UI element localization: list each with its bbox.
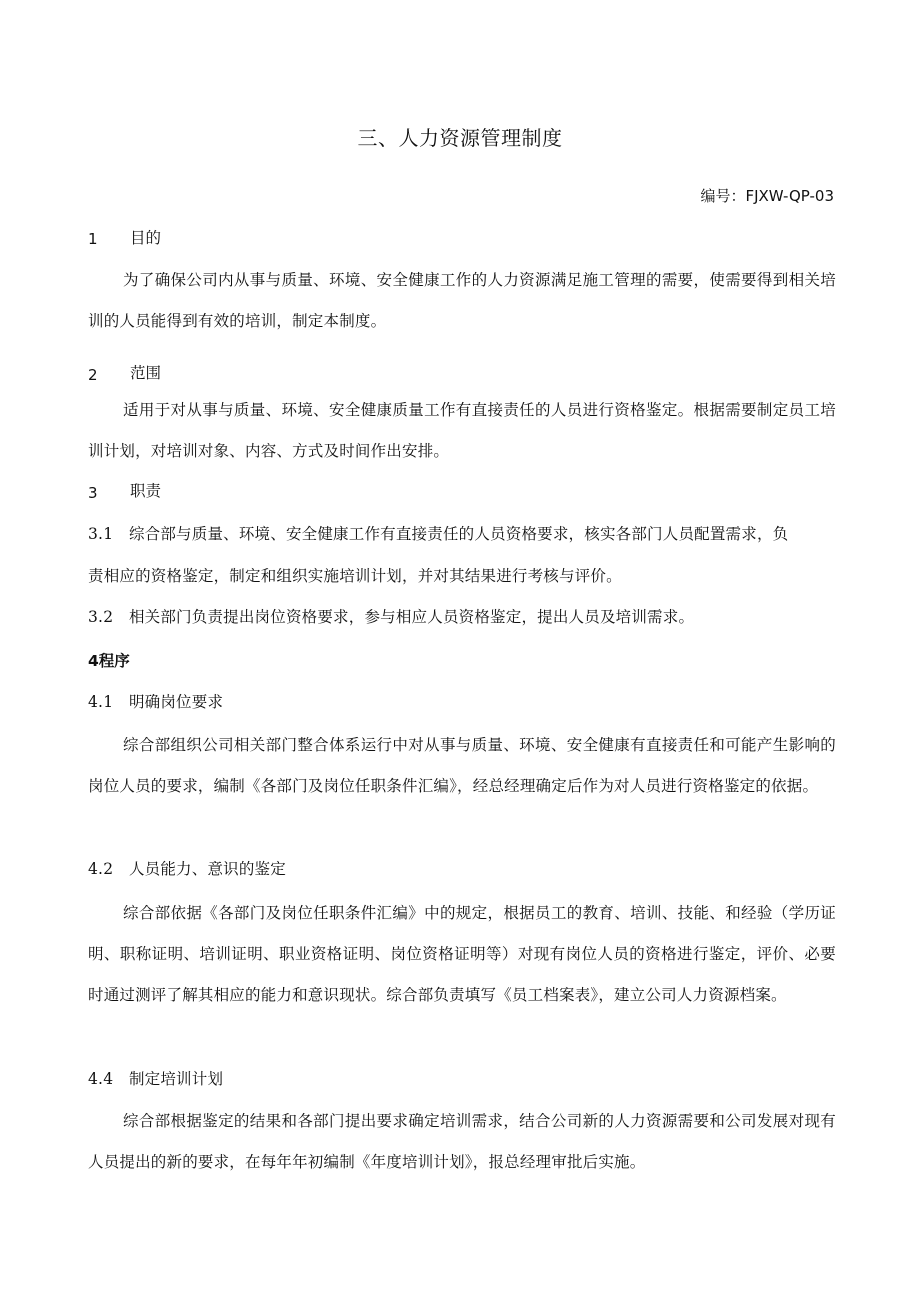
item-3-2: 3.2 相关部门负责提出岗位资格要求，参与相应人员资格鉴定，提出人员及培训需求。 — [88, 608, 695, 626]
sub-4-1-heading: 4.1 明确岗位要求 — [88, 693, 224, 711]
section-1-heading: 目的 — [130, 229, 162, 247]
sub-4-2-heading: 4.2 人员能力、意识的鉴定 — [88, 860, 286, 878]
section-4-heading: 4程序 — [88, 652, 130, 670]
sub-4-2-body: 综合部依据《各部门及岗位任职条件汇编》中的规定，根据员工的教育、培训、技能、和经验（学历证明、职称证明、培训证明、职业资格证明、岗位资格证明等）对现有岗位人员的资格进行鉴定，评价、必要时通过测评了解其相应的能力和意识现状。综合部负责填写《员工档案表》，建立公司人力资源档案。 — [88, 904, 836, 1004]
sub-4-4-body: 综合部根据鉴定的结果和各部门提出要求确定培训需求，结合公司新的人力资源需要和公司发展对现有人员提出的新的要求，在每年年初编制《年度培训计划》，报总经理审批后实施。 — [88, 1112, 836, 1171]
doc-number: 编号：FJXW-QP-03 — [700, 187, 834, 205]
section-2-body: 适用于对从事与质量、环境、安全健康质量工作有直接责任的人员进行资格鉴定。根据需要制定员工培训计划，对培训对象、内容、方式及时间作出安排。 — [88, 401, 836, 460]
section-1-body: 为了确保公司内从事与质量、环境、安全健康工作的人力资源满足施工管理的需要，使需要得到相关培训的人员能得到有效的培训，制定本制度。 — [88, 271, 836, 330]
page-title: 三、人力资源管理制度 — [357, 126, 563, 150]
section-2-heading: 范围 — [130, 364, 162, 382]
section-3-number: 3 — [88, 484, 98, 502]
item-3-1-line-2: 责相应的资格鉴定，制定和组织实施培训计划，并对其结果进行考核与评价。 — [88, 567, 622, 585]
section-3-heading: 职责 — [130, 482, 162, 500]
section-2-number: 2 — [88, 366, 98, 384]
section-1-number: 1 — [88, 230, 98, 248]
item-3-1-line-1: 3.1 综合部与质量、环境、安全健康工作有直接责任的人员资格要求，核实各部门人员配置需求，负 — [88, 525, 789, 543]
sub-4-4-heading: 4.4 制定培训计划 — [88, 1070, 224, 1088]
sub-4-1-body: 综合部组织公司相关部门整合体系运行中对从事与质量、环境、安全健康有直接责任和可能产生影响的岗位人员的要求，编制《各部门及岗位任职条件汇编》，经总经理确定后作为对人员进行资格鉴定的依据。 — [88, 736, 836, 795]
